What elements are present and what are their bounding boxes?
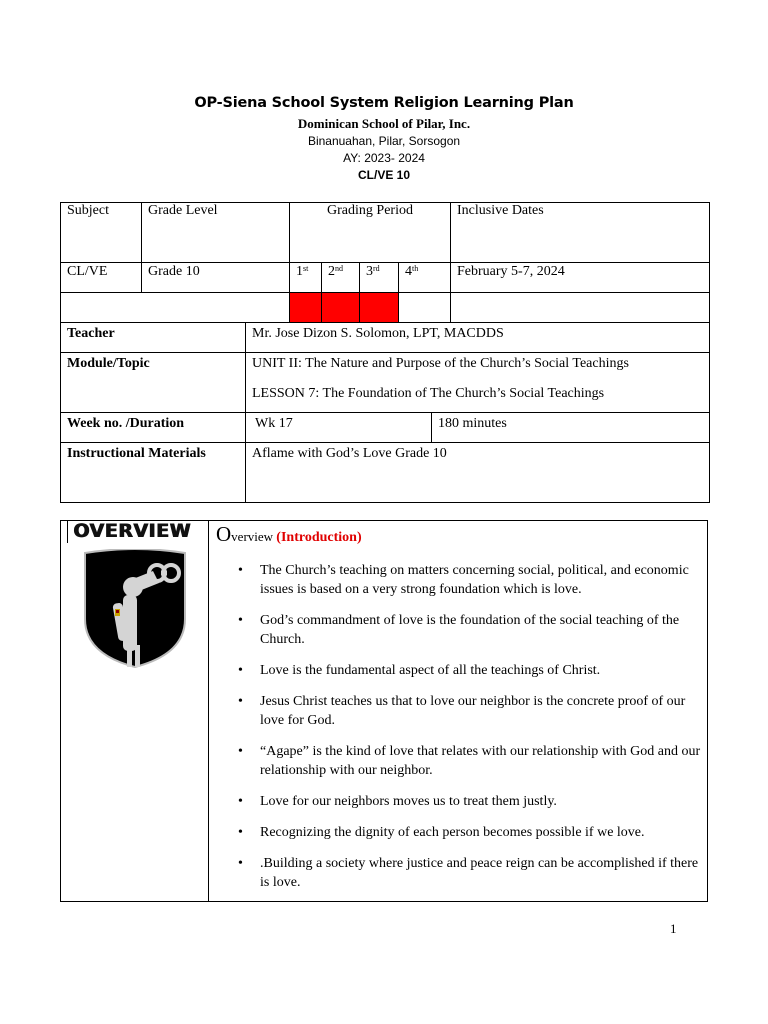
grading-period-label: Grading Period — [290, 203, 451, 263]
overview-intro-label: Introduction — [280, 530, 357, 545]
module-value — [246, 353, 710, 413]
period-4 — [399, 263, 451, 293]
materials-value: Aflame with God’s Love Grade 10 — [246, 443, 710, 503]
overview-divider — [208, 521, 209, 901]
period-3 — [360, 263, 399, 293]
list-item: • “Agape” is the kind of love that relates with our relationship with God and our relationship with our neighbor. — [236, 742, 706, 780]
list-item: • .Building a society where justice and peace reign can be accomplished if there is love. — [236, 854, 706, 892]
module-lesson: LESSON 7: The Foundation of The Church’s Social Teachings — [252, 386, 605, 401]
period-4-suffix: th — [412, 264, 419, 273]
period-2 — [322, 263, 360, 293]
school-name: Dominican School of Pilar, Inc. — [297, 116, 471, 131]
period-1 — [290, 263, 322, 293]
academic-year: AY: 2023- 2024 — [343, 151, 425, 165]
period-1-suffix: st — [303, 264, 309, 273]
grade-level-label: Grade Level — [142, 203, 290, 263]
grade-level-value: Grade 10 — [142, 263, 290, 293]
period-3-marker — [360, 293, 399, 323]
subject-value: CL/VE — [61, 263, 142, 293]
duration-value: 180 minutes — [432, 413, 710, 443]
period-2-marker — [322, 293, 360, 323]
teacher-value: Mr. Jose Dizon S. Solomon, LPT, MACDDS — [246, 323, 710, 353]
list-item: • God’s commandment of love is the foundation of the social teaching of the Church. — [236, 611, 706, 649]
period-3-suffix: rd — [373, 264, 380, 273]
period-1-num: 1 — [296, 264, 303, 279]
list-item: • The Church’s teaching on matters concerning social, political, and economic issues is based on a very strong foundation which is love. — [236, 561, 706, 599]
overview-badge: OVERVIEW — [73, 520, 191, 542]
period-1-marker — [290, 293, 322, 323]
course-code: CL/VE 10 — [357, 168, 411, 182]
blank-cell — [451, 293, 710, 323]
list-item: • Jesus Christ teaches us that to love our neighbor is the concrete proof of our love for God. — [236, 692, 706, 730]
period-2-num: 2 — [328, 264, 335, 279]
week-value: Wk 17 — [246, 413, 432, 443]
overview-heading-initial: O — [216, 522, 232, 546]
subject-label: Subject — [61, 203, 142, 263]
period-4-marker — [399, 293, 451, 323]
list-item: • Love for our neighbors moves us to treat them justly. — [236, 792, 706, 811]
period-4-num: 4 — [405, 264, 412, 279]
module-label: Module/Topic — [61, 353, 246, 413]
page-number: 1 — [670, 921, 677, 936]
module-unit: UNIT II: The Nature and Purpose of the Church’s Social Teachings — [252, 356, 629, 371]
overview-heading: Overview (Introduction) — [216, 522, 362, 546]
overview-heading-rest: verview — [231, 529, 274, 544]
inclusive-dates-value: February 5-7, 2024 — [451, 263, 710, 293]
inclusive-dates-label: Inclusive Dates — [451, 203, 710, 263]
school-address: Binanuahan, Pilar, Sorsogon — [307, 134, 461, 148]
week-label: Week no. /Duration — [61, 413, 246, 443]
period-3-num: 3 — [366, 264, 373, 279]
binoculars-shield-icon — [83, 549, 187, 669]
blank-cell — [61, 293, 290, 323]
list-item: • Recognizing the dignity of each person becomes possible if we love. — [236, 823, 706, 842]
overview-bullet-list — [236, 561, 706, 904]
overview-section — [60, 520, 708, 902]
period-2-suffix: nd — [335, 264, 343, 273]
materials-label: Instructional Materials — [61, 443, 246, 503]
teacher-label: Teacher — [61, 323, 246, 353]
list-item: • Love is the fundamental aspect of all the teachings of Christ. — [236, 661, 706, 680]
document-title: OP-Siena School System Religion Learning Plan — [194, 95, 574, 111]
badge-corner-line — [67, 521, 68, 543]
course-info-table — [60, 202, 710, 323]
lesson-meta-table — [60, 322, 710, 503]
